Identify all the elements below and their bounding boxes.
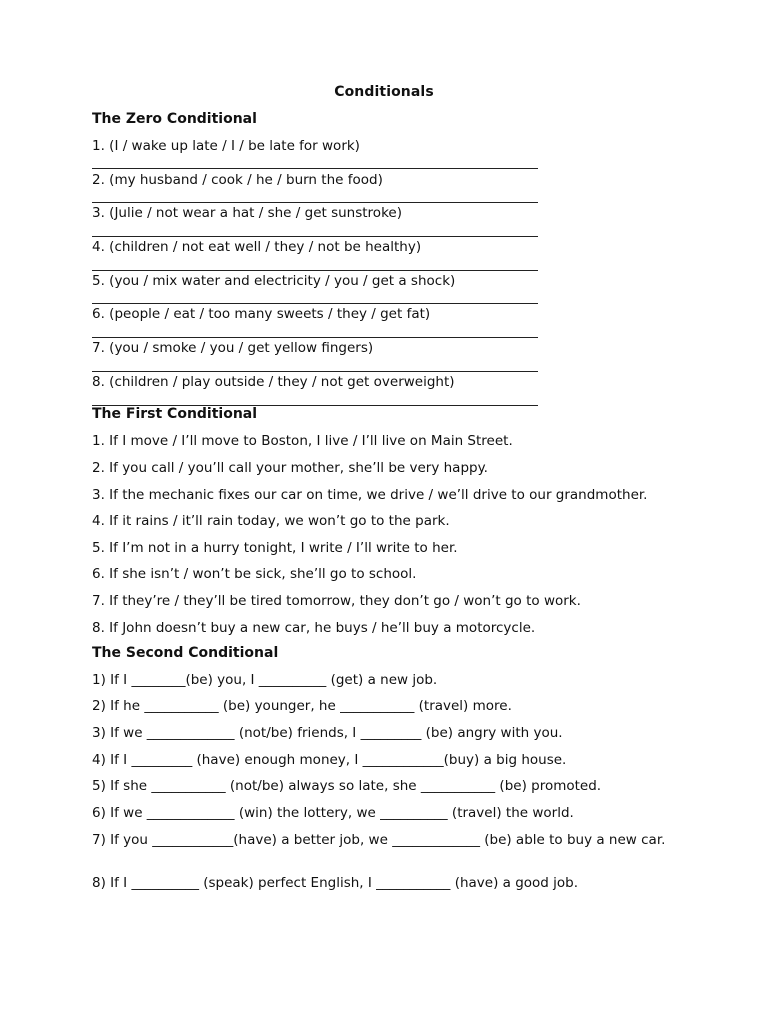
answer-line-7[interactable]	[92, 371, 538, 372]
zero-item-2: 2. (my husband / cook / he / burn the food)	[92, 172, 383, 188]
answer-line-4[interactable]	[92, 270, 538, 271]
zero-item-5: 5. (you / mix water and electricity / you / get a shock)	[92, 273, 456, 289]
second-item-4: 4) If I _________ (have) enough money, I ____________(buy) a big house.	[92, 752, 567, 768]
first-item-8: 8. If John doesn’t buy a new car, he buys / he’ll buy a motorcycle.	[92, 620, 536, 636]
second-item-3: 3) If we _____________ (not/be) friends, I _________ (be) angry with you.	[92, 725, 563, 741]
zero-item-6: 6. (people / eat / too many sweets / they / get fat)	[92, 306, 431, 322]
second-item-2: 2) If he ___________ (be) younger, he ___________ (travel) more.	[92, 698, 512, 714]
second-item-1: 1) If I ________(be) you, I __________ (get) a new job.	[92, 672, 438, 688]
zero-item-3: 3. (Julie / not wear a hat / she / get sunstroke)	[92, 205, 402, 221]
first-item-1: 1. If I move / I’ll move to Boston, I live / I’ll live on Main Street.	[92, 433, 513, 449]
answer-line-3[interactable]	[92, 236, 538, 237]
section-heading-zero-conditional: The Zero Conditional	[92, 111, 257, 127]
page-title: Conditionals	[334, 84, 434, 100]
zero-item-7: 7. (you / smoke / you / get yellow fingers)	[92, 340, 374, 356]
zero-item-8: 8. (children / play outside / they / not get overweight)	[92, 374, 455, 390]
section-heading-second-conditional: The Second Conditional	[92, 645, 279, 661]
section-heading-first-conditional: The First Conditional	[92, 406, 258, 422]
answer-line-6[interactable]	[92, 337, 538, 338]
second-item-8: 8) If I __________ (speak) perfect English, I ___________ (have) a good job.	[92, 875, 579, 891]
answer-line-1[interactable]	[92, 168, 538, 169]
second-item-6: 6) If we _____________ (win) the lottery, we __________ (travel) the world.	[92, 805, 574, 821]
answer-line-5[interactable]	[92, 303, 538, 304]
first-item-6: 6. If she isn’t / won’t be sick, she’ll go to school.	[92, 566, 417, 582]
second-item-7: 7) If you ____________(have) a better job, we _____________ (be) able to buy a new car.	[92, 832, 666, 848]
zero-item-1: 1. (I / wake up late / I / be late for work)	[92, 138, 360, 154]
first-item-7: 7. If they’re / they’ll be tired tomorrow, they don’t go / won’t go to work.	[92, 593, 581, 609]
answer-line-2[interactable]	[92, 202, 538, 203]
first-item-4: 4. If it rains / it’ll rain today, we won’t go to the park.	[92, 513, 450, 529]
zero-item-4: 4. (children / not eat well / they / not be healthy)	[92, 239, 422, 255]
first-item-2: 2. If you call / you’ll call your mother, she’ll be very happy.	[92, 460, 488, 476]
first-item-5: 5. If I’m not in a hurry tonight, I write / I’ll write to her.	[92, 540, 458, 556]
second-item-5: 5) If she ___________ (not/be) always so late, she ___________ (be) promoted.	[92, 778, 602, 794]
first-item-3: 3. If the mechanic fixes our car on time, we drive / we’ll drive to our grandmother.	[92, 487, 648, 503]
